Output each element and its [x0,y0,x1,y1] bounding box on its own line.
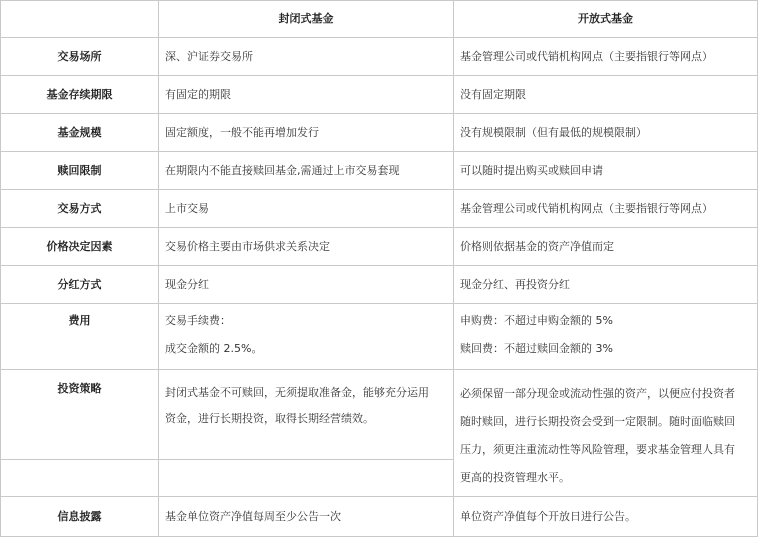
table-row [1,152,758,190]
closed-cell: 固定额度，一般不能再增加发行 [159,114,454,152]
strategy-line: 随时赎回，进行长期投资会受到一定限制。随时面临赎回 [460,415,735,428]
fee-line: 交易手续费： [165,314,231,327]
strategy-line: 资金，进行长期投资，取得长期经营绩效。 [165,412,374,425]
open-cell: 没有固定期限 [454,76,758,114]
row-label: 交易方式 [1,190,159,228]
header-open-fund: 开放式基金 [454,1,758,38]
closed-cell: 深、沪证券交易所 [159,38,454,76]
table-row [1,76,758,114]
strategy-line: 必须保留一部分现金或流动性强的资产，以便应付投资者 [460,387,735,400]
fee-line: 申购费：不超过申购金额的 5% [460,314,613,327]
open-cell: 单位资产净值每个开放日进行公告。 [454,497,758,537]
closed-cell: 在期限内不能直接赎回基金,需通过上市交易套现 [159,152,454,190]
fee-line: 赎回费：不超过赎回金额的 3% [460,342,613,355]
open-cell: 现金分红、再投资分红 [454,266,758,304]
row-label: 投资策略 [1,370,159,460]
strategy-line: 封闭式基金不可赎回，无须提取准备金，能够充分运用 [165,386,429,399]
closed-cell: 有固定的期限 [159,76,454,114]
table-row [1,114,758,152]
table-row [1,497,758,537]
closed-cell [159,304,454,370]
table-row [1,266,758,304]
closed-cell: 交易价格主要由市场供求关系决定 [159,228,454,266]
strategy-line: 更高的投资管理水平。 [460,471,570,484]
strategy-line: 压力，须更注重流动性等风险管理，要求基金管理人具有 [460,443,735,456]
row-label: 费用 [1,304,159,370]
empty-cell [159,460,454,497]
fee-line: 成交金额的 2.5%。 [165,342,263,355]
row-label: 分红方式 [1,266,159,304]
row-label: 价格决定因素 [1,228,159,266]
row-label: 基金规模 [1,114,159,152]
closed-cell [159,370,454,460]
open-cell: 可以随时提出购买或赎回申请 [454,152,758,190]
row-label: 基金存续期限 [1,76,159,114]
row-label: 交易场所 [1,38,159,76]
open-cell: 价格则依据基金的资产净值而定 [454,228,758,266]
open-cell: 没有规模限制（但有最低的规模限制） [454,114,758,152]
header-closed-fund: 封闭式基金 [159,1,454,38]
header-empty [1,1,159,38]
row-label: 信息披露 [1,497,159,537]
table-row [1,228,758,266]
closed-cell: 现金分红 [159,266,454,304]
table-row [1,304,758,370]
open-cell [454,304,758,370]
header-row [1,1,758,38]
closed-cell: 基金单位资产净值每周至少公告一次 [159,497,454,537]
open-cell: 基金管理公司或代销机构网点（主要指银行等网点） [454,38,758,76]
row-label: 赎回限制 [1,152,159,190]
open-cell: 基金管理公司或代销机构网点（主要指银行等网点） [454,190,758,228]
table-row [1,370,758,460]
table-row [1,190,758,228]
open-cell [454,370,758,497]
table-row [1,38,758,76]
closed-cell: 上市交易 [159,190,454,228]
empty-cell [1,460,159,497]
